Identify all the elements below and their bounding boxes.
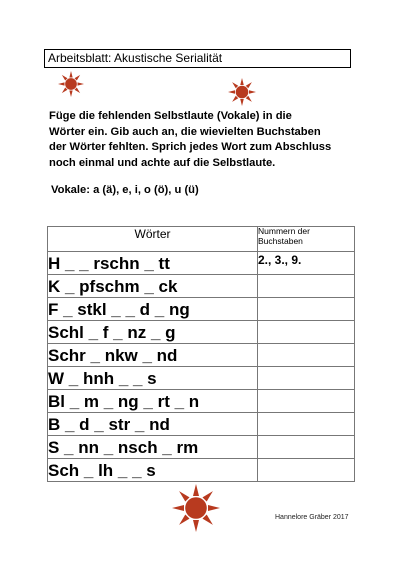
instruction-line: Füge die fehlenden Selbstlaute (Vokale) in die <box>49 110 292 122</box>
numbers-cell[interactable] <box>258 436 355 459</box>
sun-icon-left <box>58 71 84 97</box>
instruction-line: noch einmal und achte auf die Selbstlaute. <box>49 156 276 169</box>
column-header-words: Wörter <box>48 227 258 252</box>
table-row <box>48 459 355 482</box>
sun-icon-right <box>228 78 256 106</box>
numbers-cell[interactable] <box>258 413 355 436</box>
word-cell: H _ _ rschn _ tt <box>48 252 258 275</box>
worksheet-title: Arbeitsblatt: Akustische Serialität <box>44 49 351 68</box>
column-header-numbers: Nummern der Buchstaben <box>258 227 355 252</box>
word-cell: B _ d _ str _ nd <box>48 413 258 436</box>
word-cell: K _ pfschm _ ck <box>48 275 258 298</box>
numbers-cell[interactable] <box>258 390 355 413</box>
word-cell: Bl _ m _ ng _ rt _ n <box>48 390 258 413</box>
instructions-text <box>49 109 349 171</box>
word-cell: F _ stkl _ _ d _ ng <box>48 298 258 321</box>
word-cell: W _ hnh _ _ s <box>48 367 258 390</box>
numbers-cell[interactable] <box>258 367 355 390</box>
table-header-row <box>48 227 355 252</box>
word-cell: S _ nn _ nsch _ rm <box>48 436 258 459</box>
numbers-cell[interactable] <box>258 459 355 482</box>
table-row <box>48 413 355 436</box>
word-cell: Sch _ lh _ _ s <box>48 459 258 482</box>
table-row <box>48 275 355 298</box>
instruction-line: Wörter ein. Gib auch an, die wievielten Buchstaben <box>49 125 321 138</box>
table-row <box>48 390 355 413</box>
numbers-cell[interactable]: 2., 3., 9. <box>258 252 355 275</box>
instruction-line: der Wörter fehlten. Sprich jedes Wort zum Abschluss <box>49 141 332 153</box>
numbers-cell[interactable] <box>258 275 355 298</box>
table-row <box>48 321 355 344</box>
table-row <box>48 344 355 367</box>
sun-icon-bottom <box>172 484 220 532</box>
numbers-cell[interactable] <box>258 298 355 321</box>
table-row <box>48 298 355 321</box>
word-table <box>47 226 355 482</box>
word-cell: Schl _ f _ nz _ g <box>48 321 258 344</box>
numbers-cell[interactable] <box>258 344 355 367</box>
table-row <box>48 436 355 459</box>
table-row <box>48 252 355 275</box>
vowels-hint: Vokale: a (ä), e, i, o (ö), u (ü) <box>51 184 199 196</box>
word-cell: Schr _ nkw _ nd <box>48 344 258 367</box>
table-row <box>48 367 355 390</box>
author-credit: Hannelore Gräber 2017 <box>275 514 349 521</box>
numbers-cell[interactable] <box>258 321 355 344</box>
